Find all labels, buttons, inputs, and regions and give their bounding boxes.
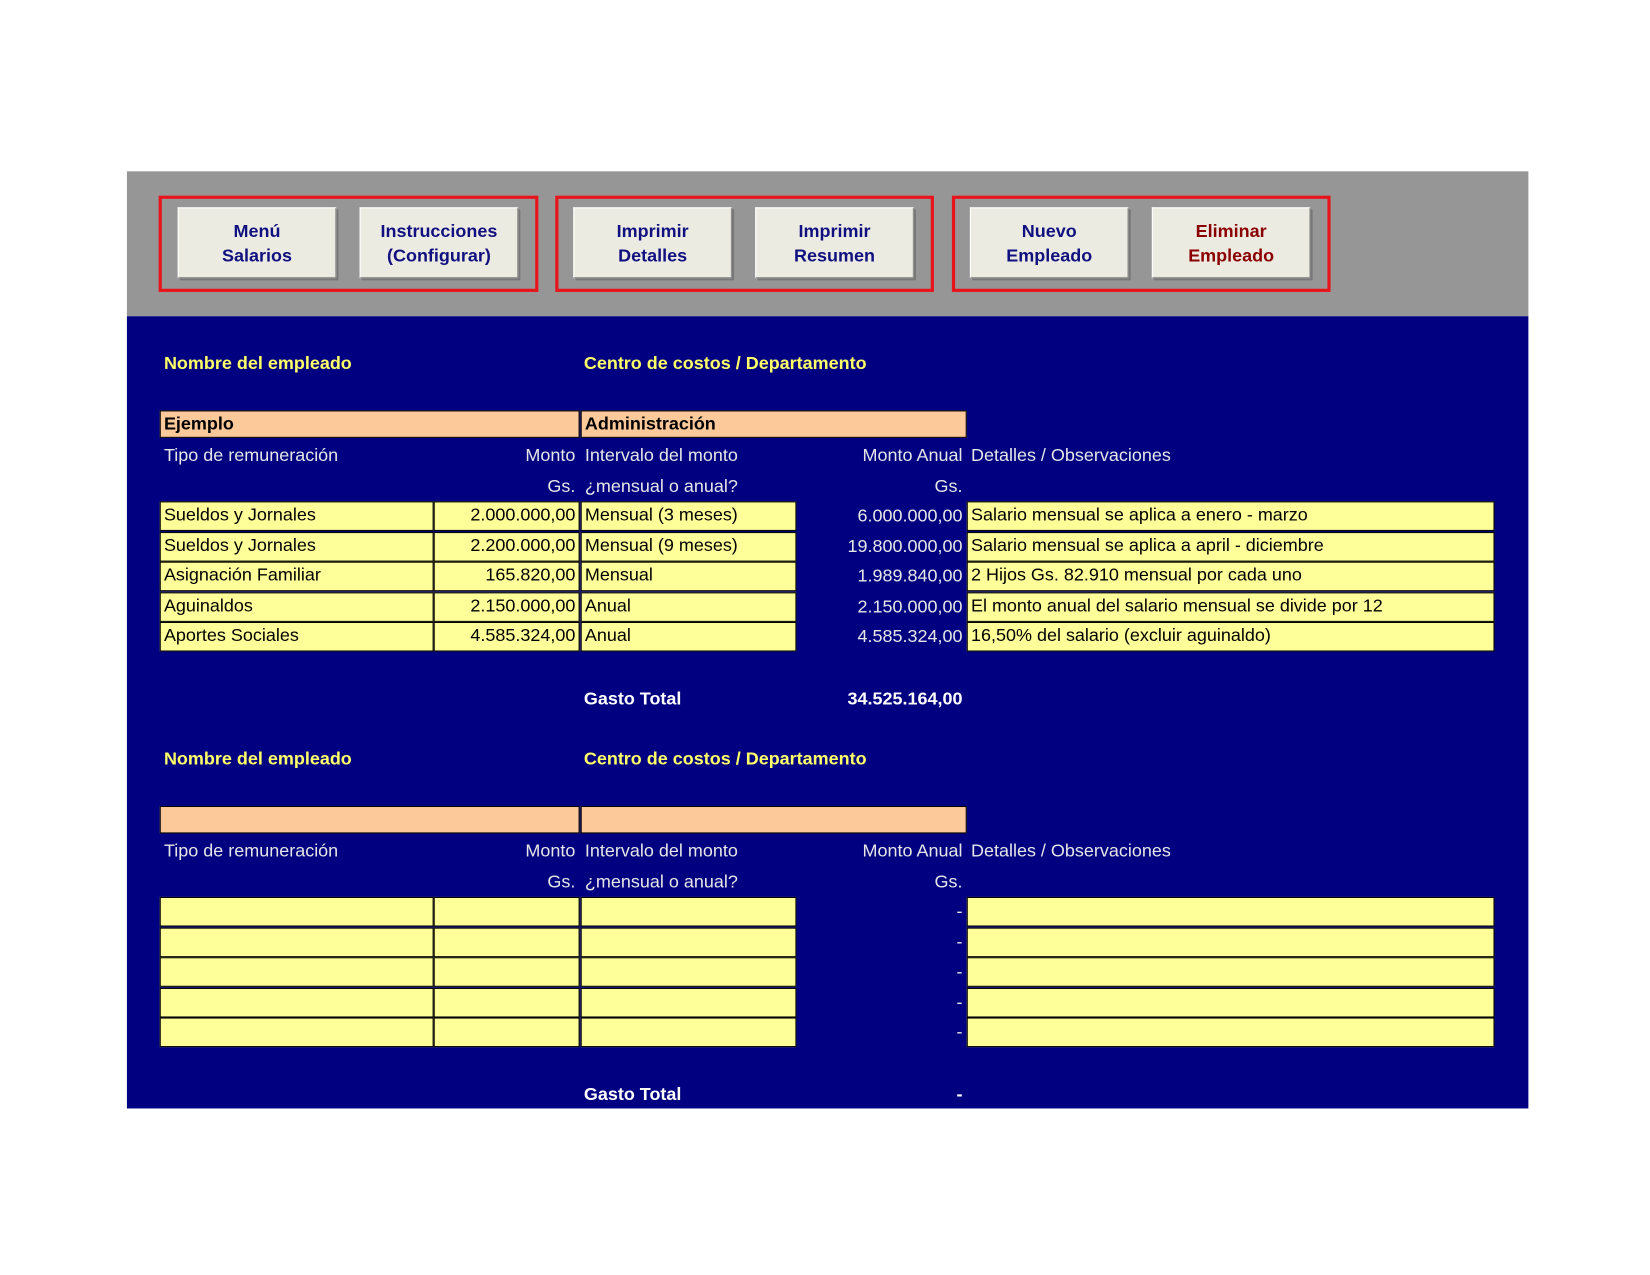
col-amount-header: Monto (525, 445, 576, 466)
row-type-cell[interactable]: Aportes Sociales (160, 622, 434, 652)
col-interval-header: Intervalo del monto (584, 445, 738, 466)
row-details-cell[interactable] (967, 988, 1495, 1018)
col-amount-unit: Gs. (547, 871, 576, 892)
row-details-cell[interactable] (967, 1018, 1495, 1048)
row-interval-cell[interactable] (581, 927, 797, 957)
row-interval-cell[interactable] (581, 897, 797, 927)
col-amount-header: Monto (525, 840, 576, 861)
col-interval-header: Intervalo del monto (584, 840, 738, 861)
col-amount-unit: Gs. (547, 475, 576, 497)
row-details-cell[interactable]: 2 Hijos Gs. 82.910 mensual por cada uno (967, 562, 1495, 592)
department-input[interactable] (581, 806, 967, 834)
row-details-cell[interactable]: El monto anual del salario mensual se divide por 12 (967, 592, 1495, 622)
employee-name-label: Nombre del empleado (163, 748, 352, 769)
row-amount-cell[interactable]: 4.585.324,00 (434, 622, 580, 652)
row-amount-cell[interactable] (434, 1018, 580, 1048)
col-annual-unit: Gs. (934, 871, 963, 892)
row-interval-cell[interactable]: Anual (581, 592, 797, 622)
row-interval-cell[interactable] (581, 988, 797, 1018)
imprimir-detalles-button[interactable]: Imprimir Detalles (573, 207, 732, 278)
col-interval-question: ¿mensual o anual? (584, 871, 738, 892)
menu-salarios-button[interactable]: Menú Salarios (178, 207, 337, 278)
row-interval-cell[interactable] (581, 1018, 797, 1048)
row-details-cell[interactable]: Salario mensual se aplica a april - diciembre (967, 532, 1495, 562)
row-annual-value: 6.000.000,00 (857, 505, 963, 526)
row-amount-cell[interactable]: 165.820,00 (434, 562, 580, 592)
col-type-header: Tipo de remuneración (163, 445, 339, 466)
col-annual-header: Monto Anual (862, 840, 963, 861)
row-amount-cell[interactable] (434, 897, 580, 927)
row-amount-cell[interactable] (434, 957, 580, 987)
row-annual-value: 1.989.840,00 (857, 566, 963, 587)
row-type-cell[interactable] (160, 988, 434, 1018)
row-annual-value: 4.585.324,00 (857, 626, 963, 647)
employee-name-input[interactable]: Ejemplo (160, 410, 580, 438)
row-type-cell[interactable] (160, 927, 434, 957)
total-label: Gasto Total (583, 1084, 682, 1105)
cost-center-label: Centro de costos / Departamento (583, 353, 867, 374)
employee-name-label: Nombre del empleado (163, 353, 352, 374)
row-details-cell[interactable] (967, 897, 1495, 927)
row-details-cell[interactable]: 16,50% del salario (excluir aguinaldo) (967, 622, 1495, 652)
row-annual-value: - (956, 1022, 963, 1043)
row-type-cell[interactable]: Sueldos y Jornales (160, 501, 434, 531)
row-amount-cell[interactable]: 2.200.000,00 (434, 532, 580, 562)
col-annual-unit: Gs. (934, 475, 963, 497)
cost-center-label: Centro de costos / Departamento (583, 748, 867, 769)
col-annual-header: Monto Anual (862, 445, 963, 466)
employee-name-input[interactable] (160, 806, 580, 834)
row-type-cell[interactable] (160, 897, 434, 927)
department-input[interactable]: Administración (581, 410, 967, 438)
row-interval-cell[interactable]: Mensual (3 meses) (581, 501, 797, 531)
total-value: 34.525.164,00 (847, 688, 963, 709)
row-annual-value: 2.150.000,00 (857, 596, 963, 617)
row-interval-cell[interactable]: Anual (581, 622, 797, 652)
row-type-cell[interactable]: Aguinaldos (160, 592, 434, 622)
row-interval-cell[interactable]: Mensual (9 meses) (581, 532, 797, 562)
row-annual-value: 19.800.000,00 (847, 535, 963, 556)
instrucciones-button[interactable]: Instrucciones (Configurar) (360, 207, 519, 278)
row-interval-cell[interactable]: Mensual (581, 562, 797, 592)
col-details-header: Detalles / Observaciones (970, 840, 1171, 861)
row-type-cell[interactable]: Sueldos y Jornales (160, 532, 434, 562)
row-interval-cell[interactable] (581, 957, 797, 987)
row-annual-value: - (956, 961, 963, 982)
col-type-header: Tipo de remuneración (163, 840, 339, 861)
total-label: Gasto Total (583, 688, 682, 709)
row-type-cell[interactable]: Asignación Familiar (160, 562, 434, 592)
row-annual-value: - (956, 931, 963, 952)
row-details-cell[interactable] (967, 927, 1495, 957)
nuevo-empleado-button[interactable]: Nuevo Empleado (970, 207, 1129, 278)
row-details-cell[interactable] (967, 957, 1495, 987)
col-interval-question: ¿mensual o anual? (584, 475, 738, 497)
row-details-cell[interactable]: Salario mensual se aplica a enero - marzo (967, 501, 1495, 531)
imprimir-resumen-button[interactable]: Imprimir Resumen (755, 207, 914, 278)
row-amount-cell[interactable] (434, 988, 580, 1018)
eliminar-empleado-button[interactable]: Eliminar Empleado (1152, 207, 1311, 278)
row-type-cell[interactable] (160, 1018, 434, 1048)
row-amount-cell[interactable]: 2.000.000,00 (434, 501, 580, 531)
row-amount-cell[interactable] (434, 927, 580, 957)
row-type-cell[interactable] (160, 957, 434, 987)
row-amount-cell[interactable]: 2.150.000,00 (434, 592, 580, 622)
col-details-header: Detalles / Observaciones (970, 445, 1171, 466)
row-annual-value: - (956, 901, 963, 922)
row-annual-value: - (956, 991, 963, 1013)
total-value: - (956, 1084, 963, 1105)
